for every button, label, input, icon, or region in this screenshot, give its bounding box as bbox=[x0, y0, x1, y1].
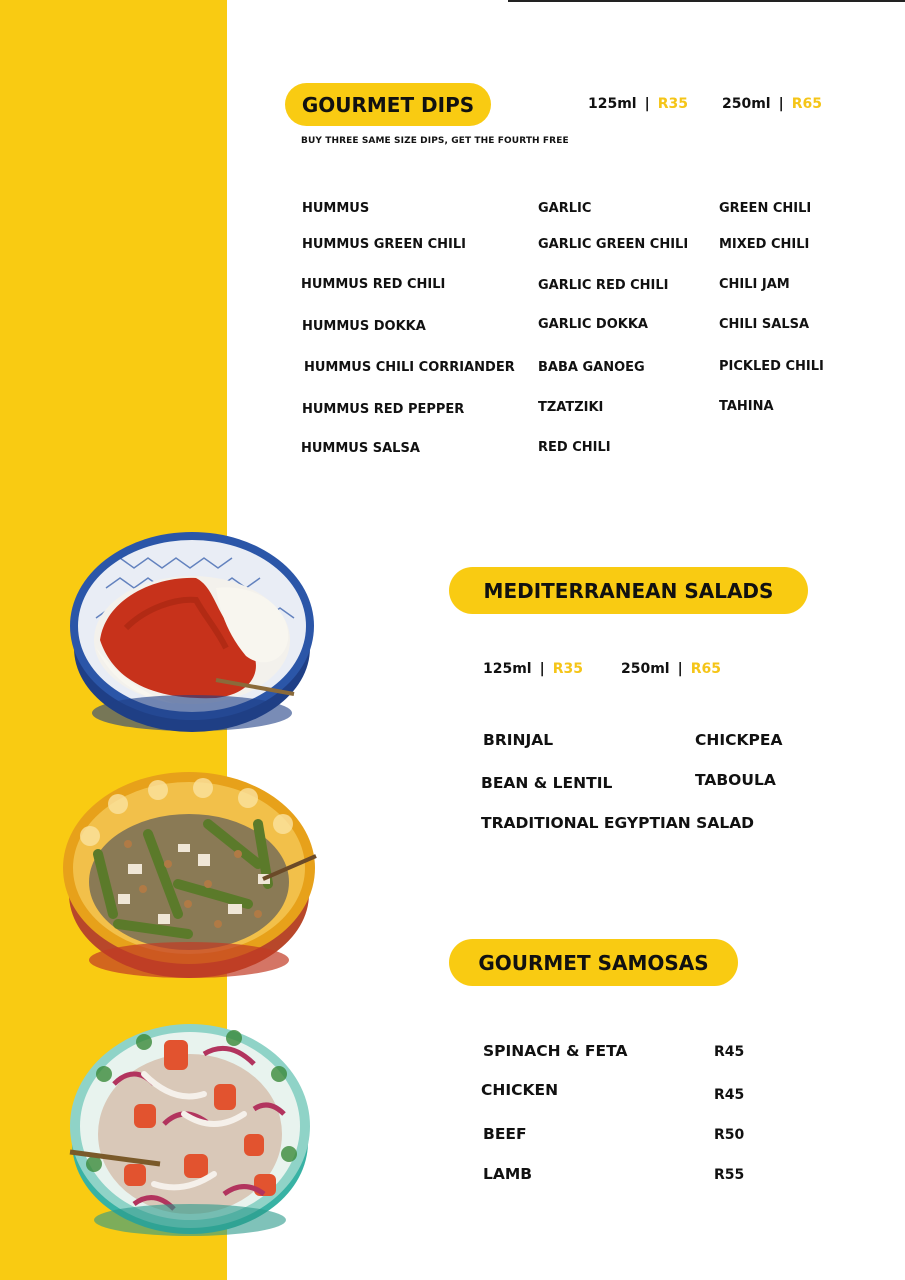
dip-item: TZATZIKI bbox=[538, 400, 604, 415]
samosa-price: R55 bbox=[714, 1167, 745, 1183]
dips-title: GOURMET DIPS bbox=[285, 83, 491, 126]
dip-item: HUMMUS DOKKA bbox=[302, 319, 426, 334]
top-divider bbox=[508, 0, 905, 2]
salad-item: BEAN & LENTIL bbox=[481, 774, 613, 792]
tomato-salad-bowl-image bbox=[64, 1014, 316, 1240]
salads-price-small bbox=[483, 661, 583, 677]
dip-item: CHILI JAM bbox=[719, 277, 790, 292]
salads-title: MEDITERRANEAN SALADS bbox=[449, 567, 808, 614]
size-label: 125ml bbox=[588, 96, 637, 112]
dip-item: GARLIC RED CHILI bbox=[538, 278, 669, 293]
price-separator: | bbox=[644, 96, 650, 112]
dip-item: TAHINA bbox=[719, 399, 774, 414]
dip-item: RED CHILI bbox=[538, 440, 611, 455]
samosa-price: R45 bbox=[714, 1087, 745, 1103]
dip-bowl-image bbox=[66, 528, 318, 738]
price-amount: R35 bbox=[657, 96, 689, 112]
salad-item: TRADITIONAL EGYPTIAN SALAD bbox=[481, 814, 755, 832]
dips-price-large bbox=[722, 96, 822, 112]
price-separator: | bbox=[778, 96, 784, 112]
salads-price-large bbox=[621, 661, 721, 677]
salad-bowl-image bbox=[58, 764, 320, 982]
dip-item: HUMMUS RED PEPPER bbox=[302, 402, 465, 417]
samosa-name: CHICKEN bbox=[481, 1081, 559, 1099]
salad-item: TABOULA bbox=[695, 771, 776, 789]
salad-item: CHICKPEA bbox=[695, 731, 783, 749]
price-amount: R35 bbox=[552, 661, 584, 677]
dip-item: HUMMUS GREEN CHILI bbox=[302, 237, 466, 252]
samosa-name: SPINACH & FETA bbox=[483, 1042, 628, 1060]
samosa-name: BEEF bbox=[483, 1125, 527, 1143]
price-amount: R65 bbox=[791, 96, 823, 112]
samosa-price: R50 bbox=[714, 1127, 745, 1143]
dip-item: GARLIC DOKKA bbox=[538, 317, 648, 332]
size-label: 125ml bbox=[483, 661, 532, 677]
dip-item: HUMMUS SALSA bbox=[301, 441, 420, 456]
price-amount: R65 bbox=[690, 661, 722, 677]
dip-item: MIXED CHILI bbox=[719, 237, 810, 252]
dip-item: CHILI SALSA bbox=[719, 317, 810, 332]
samosas-title: GOURMET SAMOSAS bbox=[449, 939, 738, 986]
dip-item: HUMMUS bbox=[302, 201, 370, 216]
dip-item: HUMMUS RED CHILI bbox=[301, 277, 446, 292]
dip-item: BABA GANOEG bbox=[538, 360, 645, 375]
price-separator: | bbox=[539, 661, 545, 677]
price-separator: | bbox=[677, 661, 683, 677]
size-label: 250ml bbox=[722, 96, 771, 112]
samosa-price: R45 bbox=[714, 1044, 745, 1060]
salad-item: BRINJAL bbox=[483, 731, 554, 749]
dip-item: PICKLED CHILI bbox=[719, 359, 824, 374]
dip-item: GREEN CHILI bbox=[719, 201, 812, 216]
dips-promo-note: BUY THREE SAME SIZE DIPS, GET THE FOURTH FREE bbox=[301, 136, 569, 146]
size-label: 250ml bbox=[621, 661, 670, 677]
dip-item: HUMMUS CHILI CORRIANDER bbox=[304, 360, 515, 375]
dip-item: GARLIC GREEN CHILI bbox=[538, 237, 689, 252]
samosa-name: LAMB bbox=[483, 1165, 533, 1183]
dips-price-small bbox=[588, 96, 688, 112]
dip-item: GARLIC bbox=[538, 201, 592, 216]
